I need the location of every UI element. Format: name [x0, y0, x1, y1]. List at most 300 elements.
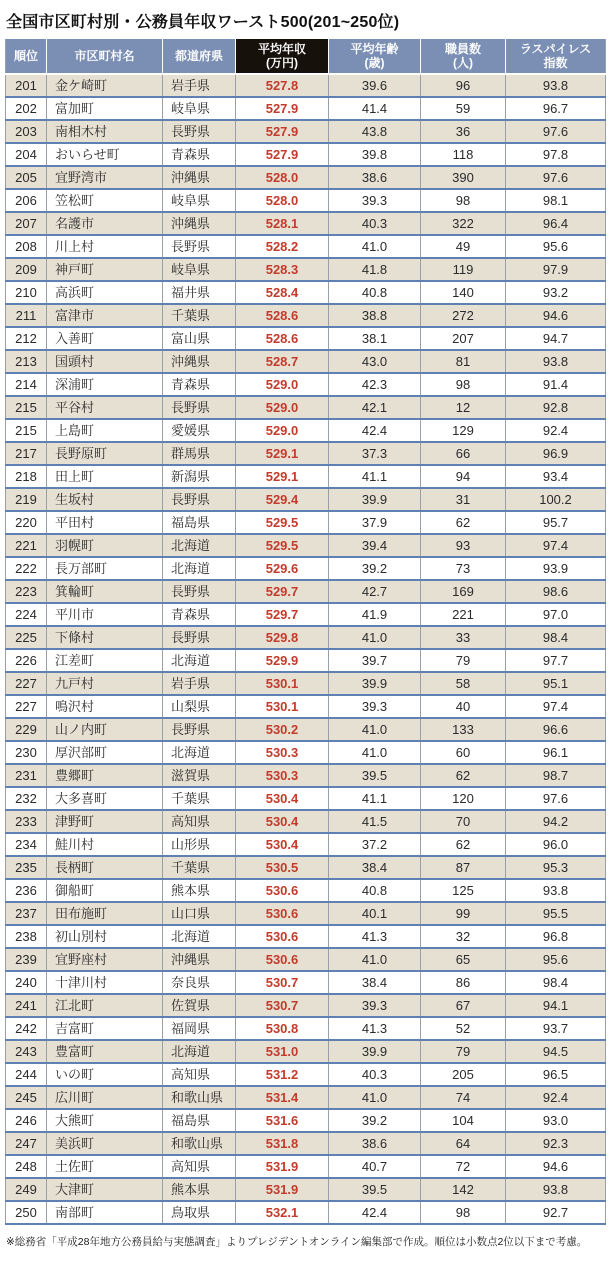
age-cell: 41.0 — [329, 718, 421, 741]
table-row — [6, 97, 606, 120]
staff-cell: 62 — [421, 511, 506, 534]
laspeyres-cell: 98.6 — [506, 580, 606, 603]
age-cell: 37.9 — [329, 511, 421, 534]
municipality-cell: 川上村 — [47, 235, 163, 258]
prefecture-cell: 長野県 — [163, 580, 236, 603]
municipality-cell: 高浜町 — [47, 281, 163, 304]
rank-cell: 209 — [15, 262, 37, 277]
rank-cell: 201 — [15, 78, 37, 93]
rank-cell: 231 — [15, 768, 37, 783]
table-row — [6, 281, 606, 304]
municipality-cell: 長柄町 — [47, 856, 163, 879]
prefecture-cell: 北海道 — [163, 925, 236, 948]
table-row — [6, 948, 606, 971]
age-cell: 40.8 — [329, 879, 421, 902]
age-cell: 42.7 — [329, 580, 421, 603]
staff-cell: 118 — [421, 143, 506, 166]
table-row — [6, 258, 606, 281]
age-cell: 38.8 — [329, 304, 421, 327]
staff-cell: 65 — [421, 948, 506, 971]
rank-cell: 205 — [15, 170, 37, 185]
salary-cell: 531.4 — [236, 1086, 329, 1109]
staff-cell: 120 — [421, 787, 506, 810]
age-cell: 39.2 — [329, 557, 421, 580]
staff-cell: 79 — [421, 1040, 506, 1063]
prefecture-cell: 愛媛県 — [163, 419, 236, 442]
laspeyres-cell: 92.4 — [506, 1086, 606, 1109]
age-cell: 42.3 — [329, 373, 421, 396]
rank-cell: 223 — [15, 584, 37, 599]
age-cell: 38.4 — [329, 971, 421, 994]
table-row — [6, 396, 606, 419]
prefecture-cell: 長野県 — [163, 120, 236, 143]
salary-cell: 528.4 — [236, 281, 329, 304]
table-row — [6, 189, 606, 212]
rank-cell: 244 — [15, 1067, 37, 1082]
laspeyres-cell: 95.6 — [506, 948, 606, 971]
laspeyres-cell: 92.4 — [506, 419, 606, 442]
age-cell: 39.9 — [329, 488, 421, 511]
municipality-cell: 初山別村 — [47, 925, 163, 948]
municipality-cell: 宜野湾市 — [47, 166, 163, 189]
table-row — [6, 327, 606, 350]
prefecture-cell: 千葉県 — [163, 304, 236, 327]
staff-cell: 31 — [421, 488, 506, 511]
table-row — [6, 442, 606, 465]
rank-cell: 203 — [15, 124, 37, 139]
age-cell: 43.8 — [329, 120, 421, 143]
column-header-prefecture: 都道府県 — [163, 39, 236, 74]
laspeyres-cell: 98.1 — [506, 189, 606, 212]
rank-cell: 208 — [15, 239, 37, 254]
table-row — [6, 304, 606, 327]
rank-cell: 234 — [15, 837, 37, 852]
age-cell: 39.2 — [329, 1109, 421, 1132]
salary-cell: 528.2 — [236, 235, 329, 258]
municipality-cell: 南相木村 — [47, 120, 163, 143]
prefecture-cell: 高知県 — [163, 810, 236, 833]
municipality-cell: 名護市 — [47, 212, 163, 235]
rank-cell: 227 — [15, 699, 37, 714]
table-row — [6, 856, 606, 879]
prefecture-cell: 千葉県 — [163, 787, 236, 810]
staff-cell: 70 — [421, 810, 506, 833]
salary-cell: 529.1 — [236, 465, 329, 488]
prefecture-cell: 佐賀県 — [163, 994, 236, 1017]
salary-cell: 530.8 — [236, 1017, 329, 1040]
municipality-cell: 鮭川村 — [47, 833, 163, 856]
municipality-cell: 神戸町 — [47, 258, 163, 281]
age-cell: 39.7 — [329, 649, 421, 672]
header-row — [6, 39, 606, 74]
laspeyres-cell: 96.6 — [506, 718, 606, 741]
prefecture-cell: 山形県 — [163, 833, 236, 856]
staff-cell: 94 — [421, 465, 506, 488]
rank-cell: 222 — [15, 561, 37, 576]
prefecture-cell: 岐阜県 — [163, 258, 236, 281]
table-row — [6, 465, 606, 488]
column-header-age: 平均年齢 (歳) — [329, 39, 421, 74]
prefecture-cell: 福井県 — [163, 281, 236, 304]
rank-cell: 248 — [15, 1159, 37, 1174]
age-cell: 41.3 — [329, 925, 421, 948]
prefecture-cell: 新潟県 — [163, 465, 236, 488]
age-cell: 41.4 — [329, 97, 421, 120]
staff-cell: 52 — [421, 1017, 506, 1040]
table-row — [6, 810, 606, 833]
rank-cell: 214 — [15, 377, 37, 392]
municipality-cell: 大熊町 — [47, 1109, 163, 1132]
table-row — [6, 1132, 606, 1155]
column-header-salary: 平均年収 (万円) — [236, 39, 329, 74]
prefecture-cell: 高知県 — [163, 1063, 236, 1086]
prefecture-cell: 沖縄県 — [163, 166, 236, 189]
laspeyres-cell: 96.4 — [506, 212, 606, 235]
rank-cell: 220 — [15, 515, 37, 530]
salary-cell: 530.6 — [236, 948, 329, 971]
laspeyres-cell: 98.4 — [506, 971, 606, 994]
laspeyres-cell: 95.6 — [506, 235, 606, 258]
staff-cell: 36 — [421, 120, 506, 143]
laspeyres-cell: 96.9 — [506, 442, 606, 465]
laspeyres-cell: 97.4 — [506, 534, 606, 557]
municipality-cell: 下條村 — [47, 626, 163, 649]
municipality-cell: 生坂村 — [47, 488, 163, 511]
age-cell: 41.0 — [329, 235, 421, 258]
salary-cell: 530.4 — [236, 833, 329, 856]
prefecture-cell: 高知県 — [163, 1155, 236, 1178]
laspeyres-cell: 94.5 — [506, 1040, 606, 1063]
prefecture-cell: 富山県 — [163, 327, 236, 350]
column-header-municipality: 市区町村名 — [47, 39, 163, 74]
age-cell: 39.3 — [329, 994, 421, 1017]
table-row — [6, 1040, 606, 1063]
municipality-cell: 十津川村 — [47, 971, 163, 994]
municipality-cell: 上島町 — [47, 419, 163, 442]
table-row — [6, 672, 606, 695]
municipality-cell: 土佐町 — [47, 1155, 163, 1178]
rank-cell: 211 — [15, 308, 37, 323]
staff-cell: 140 — [421, 281, 506, 304]
salary-cell: 529.6 — [236, 557, 329, 580]
prefecture-cell: 青森県 — [163, 143, 236, 166]
prefecture-cell: 和歌山県 — [163, 1086, 236, 1109]
staff-cell: 169 — [421, 580, 506, 603]
laspeyres-cell: 95.1 — [506, 672, 606, 695]
prefecture-cell: 沖縄県 — [163, 350, 236, 373]
age-cell: 39.8 — [329, 143, 421, 166]
table-row — [6, 350, 606, 373]
salary-cell: 530.6 — [236, 925, 329, 948]
salary-cell: 530.4 — [236, 787, 329, 810]
rank-cell: 229 — [15, 722, 37, 737]
salary-cell: 529.7 — [236, 603, 329, 626]
rank-cell: 235 — [15, 860, 37, 875]
table-row — [6, 603, 606, 626]
prefecture-cell: 北海道 — [163, 1040, 236, 1063]
laspeyres-cell: 93.8 — [506, 879, 606, 902]
age-cell: 41.1 — [329, 787, 421, 810]
rank-cell: 237 — [15, 906, 37, 921]
salary-cell: 530.3 — [236, 764, 329, 787]
rank-cell: 217 — [15, 446, 37, 461]
table-row — [6, 994, 606, 1017]
prefecture-cell: 長野県 — [163, 626, 236, 649]
table-row — [6, 1109, 606, 1132]
age-cell: 41.0 — [329, 1086, 421, 1109]
salary-cell: 531.9 — [236, 1155, 329, 1178]
age-cell: 41.0 — [329, 741, 421, 764]
laspeyres-cell: 97.8 — [506, 143, 606, 166]
prefecture-cell: 長野県 — [163, 718, 236, 741]
municipality-cell: 長万部町 — [47, 557, 163, 580]
table-row — [6, 235, 606, 258]
laspeyres-cell: 93.2 — [506, 281, 606, 304]
staff-cell: 62 — [421, 764, 506, 787]
table-row — [6, 718, 606, 741]
table-row — [6, 879, 606, 902]
prefecture-cell: 北海道 — [163, 741, 236, 764]
staff-cell: 119 — [421, 258, 506, 281]
rank-cell: 238 — [15, 929, 37, 944]
staff-cell: 87 — [421, 856, 506, 879]
salary-cell: 529.1 — [236, 442, 329, 465]
rank-cell: 232 — [15, 791, 37, 806]
age-cell: 39.6 — [329, 74, 421, 97]
staff-cell: 59 — [421, 97, 506, 120]
laspeyres-cell: 94.7 — [506, 327, 606, 350]
table-row — [6, 557, 606, 580]
laspeyres-cell: 97.6 — [506, 120, 606, 143]
salary-cell: 529.0 — [236, 373, 329, 396]
laspeyres-cell: 96.1 — [506, 741, 606, 764]
municipality-cell: 国頭村 — [47, 350, 163, 373]
staff-cell: 79 — [421, 649, 506, 672]
rank-cell: 206 — [15, 193, 37, 208]
age-cell: 38.4 — [329, 856, 421, 879]
municipality-cell: 平田村 — [47, 511, 163, 534]
prefecture-cell: 北海道 — [163, 557, 236, 580]
rank-cell: 215 — [15, 400, 37, 415]
age-cell: 41.9 — [329, 603, 421, 626]
staff-cell: 205 — [421, 1063, 506, 1086]
municipality-cell: 広川町 — [47, 1086, 163, 1109]
age-cell: 40.3 — [329, 212, 421, 235]
laspeyres-cell: 93.8 — [506, 1178, 606, 1201]
municipality-cell: 笠松町 — [47, 189, 163, 212]
rank-cell: 215 — [15, 423, 37, 438]
age-cell: 40.7 — [329, 1155, 421, 1178]
rank-cell: 213 — [15, 354, 37, 369]
municipality-cell: 御船町 — [47, 879, 163, 902]
prefecture-cell: 沖縄県 — [163, 948, 236, 971]
prefecture-cell: 青森県 — [163, 373, 236, 396]
source-note: ※総務省「平成28年地方公務員給与実態調査」よりプレジデントオンライン編集部で作成。順位は小数点2位以下まで考慮。 — [6, 1236, 588, 1248]
prefecture-cell: 奈良県 — [163, 971, 236, 994]
laspeyres-cell: 96.5 — [506, 1063, 606, 1086]
prefecture-cell: 福島県 — [163, 1109, 236, 1132]
table-row — [6, 1201, 606, 1224]
laspeyres-cell: 93.9 — [506, 557, 606, 580]
staff-cell: 98 — [421, 373, 506, 396]
staff-cell: 272 — [421, 304, 506, 327]
table-row — [6, 120, 606, 143]
staff-cell: 98 — [421, 1201, 506, 1224]
salary-cell: 527.9 — [236, 120, 329, 143]
prefecture-cell: 岩手県 — [163, 672, 236, 695]
rank-cell: 224 — [15, 607, 37, 622]
laspeyres-cell: 97.6 — [506, 166, 606, 189]
salary-cell: 531.6 — [236, 1109, 329, 1132]
staff-cell: 67 — [421, 994, 506, 1017]
laspeyres-cell: 94.6 — [506, 1155, 606, 1178]
staff-cell: 12 — [421, 396, 506, 419]
table-header — [6, 39, 606, 74]
laspeyres-cell: 94.1 — [506, 994, 606, 1017]
salary-cell: 530.5 — [236, 856, 329, 879]
table-row — [6, 1155, 606, 1178]
table-row — [6, 626, 606, 649]
laspeyres-cell: 91.4 — [506, 373, 606, 396]
table-row — [6, 695, 606, 718]
staff-cell: 207 — [421, 327, 506, 350]
salary-cell: 530.1 — [236, 672, 329, 695]
prefecture-cell: 北海道 — [163, 534, 236, 557]
age-cell: 41.0 — [329, 626, 421, 649]
salary-cell: 528.6 — [236, 304, 329, 327]
table-row — [6, 649, 606, 672]
prefecture-cell: 山口県 — [163, 902, 236, 925]
salary-cell: 530.3 — [236, 741, 329, 764]
municipality-cell: 山ノ内町 — [47, 718, 163, 741]
age-cell: 40.3 — [329, 1063, 421, 1086]
staff-cell: 98 — [421, 189, 506, 212]
municipality-cell: おいらせ町 — [47, 143, 163, 166]
age-cell: 41.3 — [329, 1017, 421, 1040]
rank-cell: 219 — [15, 492, 37, 507]
laspeyres-cell: 97.9 — [506, 258, 606, 281]
prefecture-cell: 熊本県 — [163, 1178, 236, 1201]
table-row — [6, 1086, 606, 1109]
municipality-cell: いの町 — [47, 1063, 163, 1086]
salary-cell: 532.1 — [236, 1201, 329, 1224]
age-cell: 38.6 — [329, 1132, 421, 1155]
laspeyres-cell: 96.7 — [506, 97, 606, 120]
age-cell: 39.3 — [329, 189, 421, 212]
laspeyres-cell: 100.2 — [506, 488, 606, 511]
municipality-cell: 津野町 — [47, 810, 163, 833]
salary-cell: 529.7 — [236, 580, 329, 603]
table-row — [6, 74, 606, 97]
laspeyres-cell: 94.6 — [506, 304, 606, 327]
laspeyres-cell: 93.8 — [506, 350, 606, 373]
prefecture-cell: 長野県 — [163, 488, 236, 511]
column-header-staff: 職員数 (人) — [421, 39, 506, 74]
municipality-cell: 九戸村 — [47, 672, 163, 695]
municipality-cell: 平川市 — [47, 603, 163, 626]
table-row — [6, 1178, 606, 1201]
staff-cell: 58 — [421, 672, 506, 695]
age-cell: 40.1 — [329, 902, 421, 925]
prefecture-cell: 山梨県 — [163, 695, 236, 718]
salary-cell: 529.0 — [236, 419, 329, 442]
age-cell: 41.5 — [329, 810, 421, 833]
salary-cell: 527.8 — [236, 74, 329, 97]
rank-cell: 250 — [15, 1205, 37, 1220]
rank-cell: 225 — [15, 630, 37, 645]
rank-cell: 218 — [15, 469, 37, 484]
staff-cell: 74 — [421, 1086, 506, 1109]
prefecture-cell: 福岡県 — [163, 1017, 236, 1040]
municipality-cell: 入善町 — [47, 327, 163, 350]
age-cell: 38.6 — [329, 166, 421, 189]
municipality-cell: 鳴沢村 — [47, 695, 163, 718]
salary-cell: 530.6 — [236, 902, 329, 925]
salary-cell: 528.6 — [236, 327, 329, 350]
table-row — [6, 1063, 606, 1086]
municipality-cell: 豊郷町 — [47, 764, 163, 787]
age-cell: 39.3 — [329, 695, 421, 718]
rank-cell: 247 — [15, 1136, 37, 1151]
table-row — [6, 212, 606, 235]
age-cell: 42.1 — [329, 396, 421, 419]
staff-cell: 66 — [421, 442, 506, 465]
rank-cell: 202 — [15, 101, 37, 116]
table-row — [6, 511, 606, 534]
salary-cell: 530.4 — [236, 810, 329, 833]
table-row — [6, 419, 606, 442]
staff-cell: 390 — [421, 166, 506, 189]
prefecture-cell: 長野県 — [163, 235, 236, 258]
laspeyres-cell: 97.4 — [506, 695, 606, 718]
table-row — [6, 534, 606, 557]
salary-cell: 530.6 — [236, 879, 329, 902]
staff-cell: 142 — [421, 1178, 506, 1201]
salary-cell: 529.5 — [236, 534, 329, 557]
rank-cell: 236 — [15, 883, 37, 898]
age-cell: 41.1 — [329, 465, 421, 488]
laspeyres-cell: 96.0 — [506, 833, 606, 856]
laspeyres-cell: 94.2 — [506, 810, 606, 833]
salary-cell: 530.1 — [236, 695, 329, 718]
age-cell: 42.4 — [329, 419, 421, 442]
table-row — [6, 1017, 606, 1040]
salary-cell: 529.0 — [236, 396, 329, 419]
municipality-cell: 長野原町 — [47, 442, 163, 465]
salary-cell: 528.7 — [236, 350, 329, 373]
staff-cell: 64 — [421, 1132, 506, 1155]
municipality-cell: 江北町 — [47, 994, 163, 1017]
staff-cell: 129 — [421, 419, 506, 442]
age-cell: 43.0 — [329, 350, 421, 373]
age-cell: 40.8 — [329, 281, 421, 304]
table-row — [6, 971, 606, 994]
rank-cell: 242 — [15, 1021, 37, 1036]
staff-cell: 93 — [421, 534, 506, 557]
rank-cell: 239 — [15, 952, 37, 967]
age-cell: 39.5 — [329, 1178, 421, 1201]
table-row — [6, 925, 606, 948]
rank-cell: 246 — [15, 1113, 37, 1128]
rank-cell: 230 — [15, 745, 37, 760]
age-cell: 39.5 — [329, 764, 421, 787]
table-row — [6, 787, 606, 810]
laspeyres-cell: 95.5 — [506, 902, 606, 925]
salary-cell: 528.3 — [236, 258, 329, 281]
laspeyres-cell: 98.4 — [506, 626, 606, 649]
municipality-cell: 豊富町 — [47, 1040, 163, 1063]
municipality-cell: 宜野座村 — [47, 948, 163, 971]
